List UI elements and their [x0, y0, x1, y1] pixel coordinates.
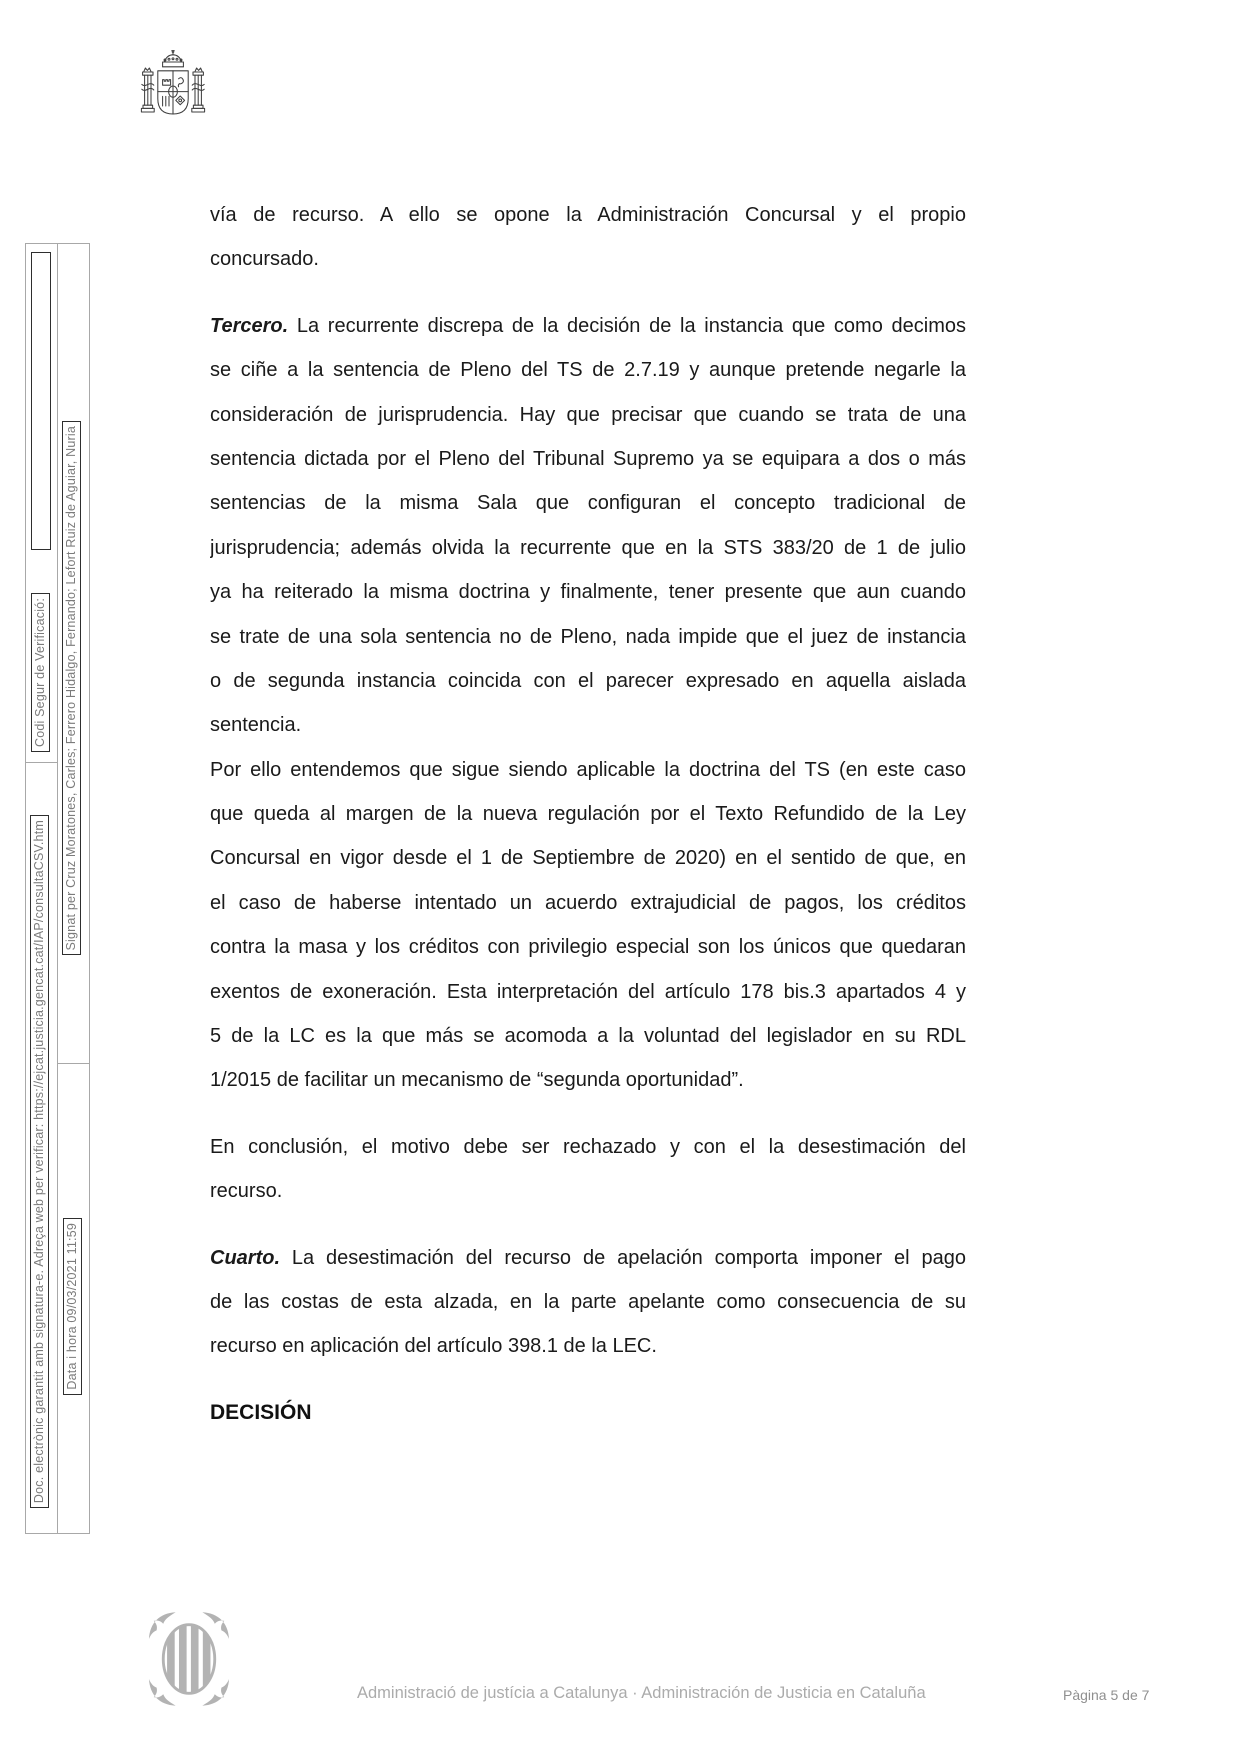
document-body	[210, 193, 966, 1435]
generalitat-emblem-icon	[148, 1610, 230, 1708]
text-line: se trate de una sola sentencia no de Pleno, nada impide que el juez de instancia	[210, 625, 966, 648]
doc-guarantee-box	[30, 815, 49, 1508]
text-line: exentos de exoneración. Esta interpretación del artículo 178 bis.3 apartados 4 y	[210, 980, 966, 1003]
text-line: consideración de jurisprudencia. Hay que precisar que cuando se trata de una	[210, 403, 966, 426]
paragraph-lead: Tercero.	[210, 314, 289, 337]
text-line: 1/2015 de facilitar un mecanismo de “segunda oportunidad”.	[210, 1069, 744, 1092]
text-line: sentencias de la misma Sala que configuran el concepto tradicional de	[210, 492, 966, 515]
signed-by-box	[62, 421, 81, 956]
paragraph	[210, 1236, 966, 1369]
decision-heading: DECISIÓN	[210, 1400, 312, 1424]
text-line: se ciñe a la sentencia de Pleno del TS de 2.7.19 y aunque pretende negarle la	[210, 359, 966, 382]
footer-page-number: Pàgina 5 de 7	[1063, 1687, 1150, 1703]
verification-code-label-box	[31, 593, 50, 752]
spanish-coat-of-arms-icon	[133, 48, 213, 140]
paragraph	[210, 304, 966, 748]
text-line: ya ha reiterado la misma doctrina y finalmente, tener presente que aun cuando	[210, 581, 966, 604]
paragraph-lead: Cuarto.	[210, 1246, 280, 1269]
signed-by-label: Signat per Cruz Moratones, Carles; Ferrero Hidalgo, Fernando; Lefort Ruiz de Aguiar, Nuria	[64, 425, 78, 950]
verification-code-label: Codi Segur de Verificació:	[33, 597, 47, 747]
text-line: que queda al margen de la nueva regulación por el Texto Refundido de la Ley	[210, 803, 966, 826]
text-line: recurso.	[210, 1180, 283, 1203]
doc-guarantee-label: Doc. electrònic garantit amb signatura-e. Adreça web per verificar: https://ejcat.justicia.gencat.cat/IAP/consultaCSV.htm	[32, 819, 46, 1503]
text-line: Tercero. La recurrente discrepa de la decisión de la instancia que como decimos	[210, 314, 966, 337]
text-line: de las costas de esta alzada, en la parte apelante como consecuencia de su	[210, 1290, 966, 1313]
text-line: Concursal en vigor desde el 1 de Septiembre de 2020) en el sentido de que, en	[210, 847, 966, 870]
text-line: el caso de haberse intentado un acuerdo extrajudicial de pagos, los créditos	[210, 891, 966, 914]
text-line: En conclusión, el motivo debe ser rechazado y con el la desestimación del	[210, 1135, 966, 1158]
verification-code-value-box	[31, 252, 51, 550]
text-line: sentencia dictada por el Pleno del Tribunal Supremo ya se equipara a dos o más	[210, 447, 966, 470]
text-line: jurisprudencia; además olvida la recurrente que en la STS 383/20 de 1 de julio	[210, 536, 966, 559]
text-line: 5 de la LC es la que más se acomoda a la voluntad del legislador en su RDL	[210, 1025, 966, 1048]
datetime-box	[63, 1218, 82, 1395]
text-line: Por ello entendemos que sigue siendo aplicable la doctrina del TS (en este caso	[210, 758, 966, 781]
text-line: concursado.	[210, 248, 319, 271]
text-line: sentencia.	[210, 714, 302, 737]
paragraph	[210, 193, 966, 282]
datetime-label: Data i hora 09/03/2021 11:59	[65, 1223, 79, 1390]
text-line: recurso en aplicación del artículo 398.1 de la LEC.	[210, 1335, 657, 1358]
footer-admin-text: Administració de justícia a Catalunya · Administración de Justicia en Cataluña	[357, 1684, 926, 1702]
text-line: Cuarto. La desestimación del recurso de apelación comporta imponer el pago	[210, 1246, 966, 1269]
paragraph	[210, 1125, 966, 1214]
text-line: vía de recurso. A ello se opone la Administración Concursal y el propio	[210, 204, 966, 226]
paragraph	[210, 748, 966, 1103]
text-line: contra la masa y los créditos con privilegio especial son los únicos que quedaran	[210, 936, 966, 959]
text-line: o de segunda instancia coincida con el parecer expresado en aquella aislada	[210, 669, 966, 692]
